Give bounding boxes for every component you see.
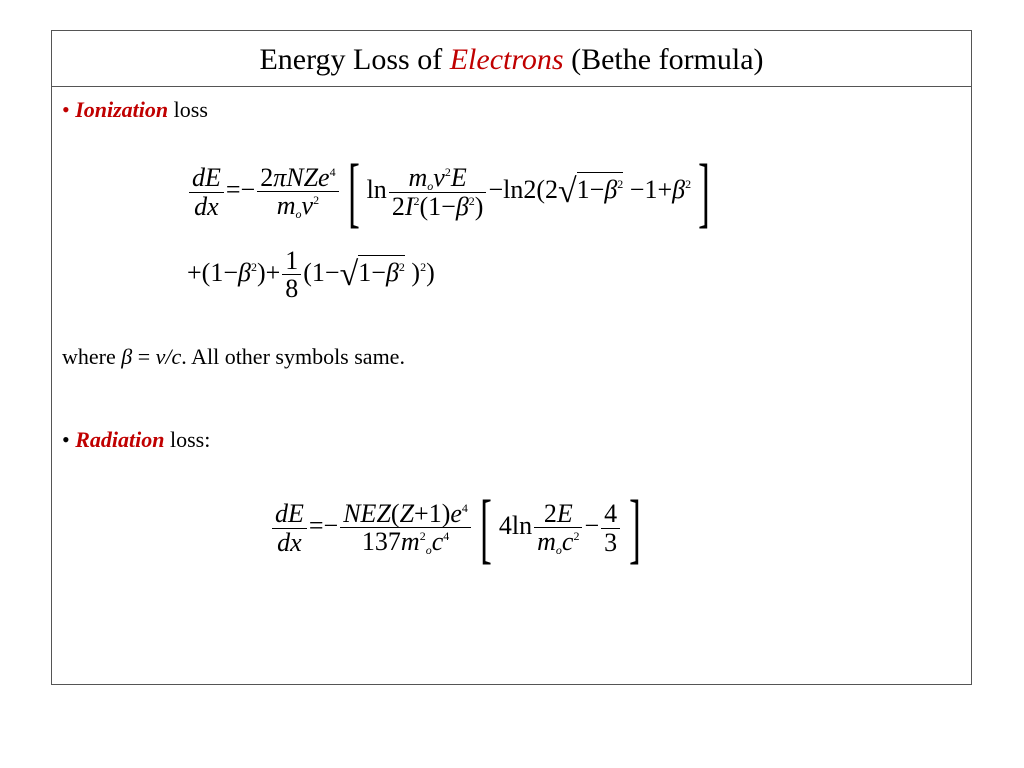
radiation-formula: $\frac{dE}{dx}$ =− $\frac{NEZ(Z+1)e^4}{137m^2_oc^4}$ [ 4ln $\frac{2E}{m_oc^2}$ − $\frac{4}{3}$ ] (270, 489, 648, 567)
ionization-formula-line1: $\frac{dE}{dx}$ =− $\frac{2\pi NZe^4}{m_ov^2}$ [ ln $\frac{m_ov^2E}{2I^2(1-\beta^2)}$ $-\ln 2(2√1-\beta^2 -1+\beta^2]$ (187, 153, 717, 231)
where-rest: . All other symbols same. (181, 344, 405, 369)
radiation-bullet (62, 427, 210, 453)
title-text-end: (Bethe formula) (563, 43, 764, 76)
ionization-keyword: Ionization (75, 97, 169, 122)
bullet-icon: • (62, 97, 70, 122)
v-over-c: v/c (155, 344, 182, 369)
ionization-bullet (62, 97, 208, 123)
title-text-start: Energy Loss of (259, 43, 450, 76)
title-highlight: Electrons (449, 43, 564, 76)
where-text: where (62, 344, 122, 369)
slide-title (52, 31, 971, 87)
beta-symbol: β (121, 344, 133, 369)
bullet-icon: • (62, 427, 70, 452)
ionization-formula-line2: $+(1-\beta^2)+$ $\frac{1}{8}$ ($1-√1-\beta^2$ )$^2$) (187, 246, 435, 304)
ionization-rest: loss (168, 97, 208, 122)
slide-frame (51, 30, 972, 685)
radiation-rest: loss: (164, 427, 211, 452)
where-line (62, 344, 405, 370)
radiation-keyword: Radiation (75, 427, 165, 452)
equals-text: = (132, 344, 156, 369)
